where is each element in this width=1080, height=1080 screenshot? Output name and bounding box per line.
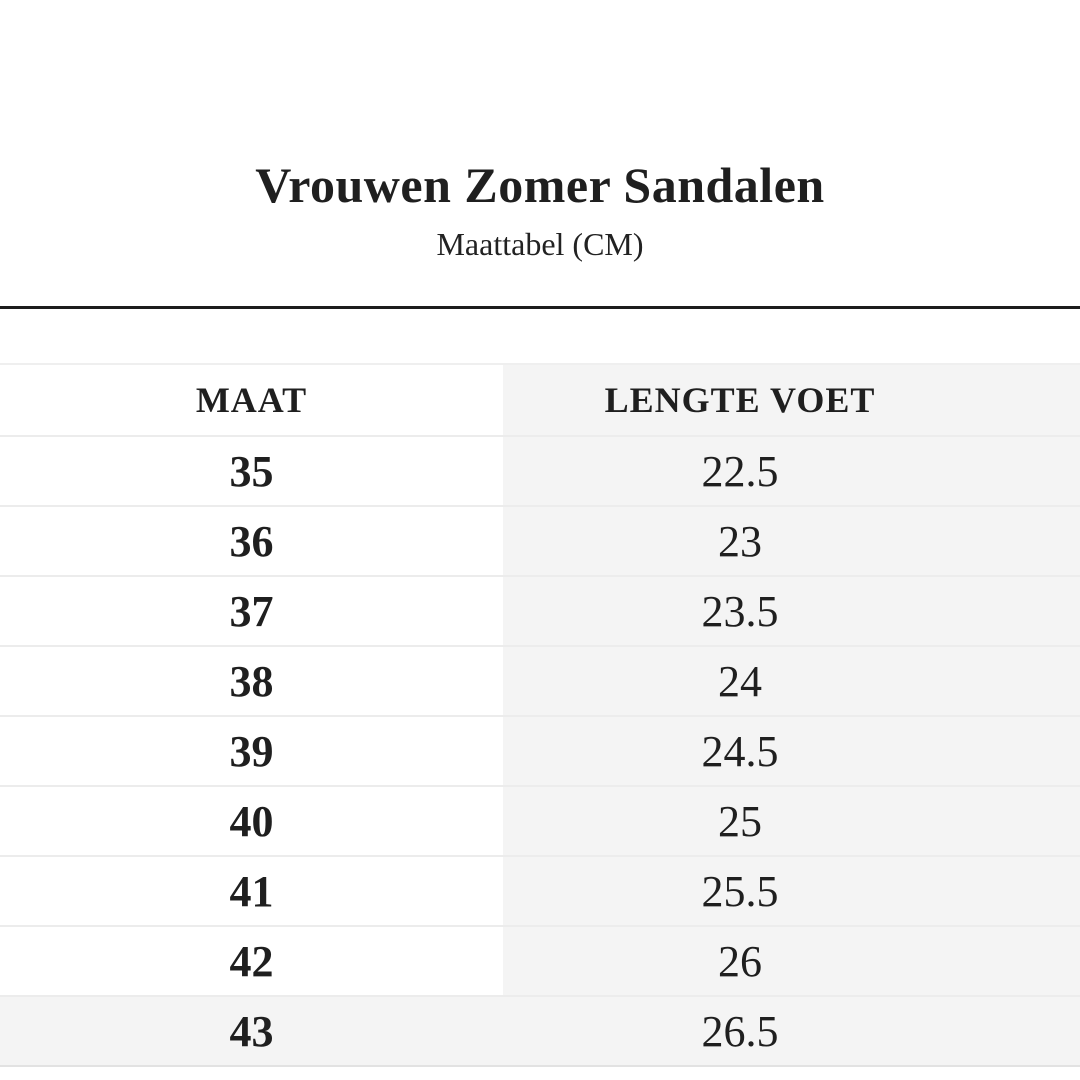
length-cell: 25 [503, 787, 1080, 855]
table-header-row [0, 365, 1080, 435]
table-row [0, 785, 1080, 855]
table-row [0, 715, 1080, 785]
length-cell: 24.5 [503, 717, 1080, 785]
length-cell: 24 [503, 647, 1080, 715]
page-subtitle: Maattabel (CM) [436, 226, 644, 262]
table-row [0, 995, 1080, 1065]
length-cell: 26 [503, 927, 1080, 995]
size-table [0, 363, 1080, 1067]
size-cell: 40 [0, 787, 503, 855]
header-block [0, 0, 1080, 262]
table-row [0, 925, 1080, 995]
length-cell: 26.5 [503, 997, 1080, 1065]
size-cell: 36 [0, 507, 503, 575]
column-header-lengte-voet: LENGTE VOET [503, 365, 1080, 435]
size-cell: 43 [0, 997, 503, 1065]
table-row [0, 505, 1080, 575]
length-cell: 23.5 [503, 577, 1080, 645]
size-cell: 41 [0, 857, 503, 925]
table-row [0, 575, 1080, 645]
length-cell: 23 [503, 507, 1080, 575]
size-cell: 38 [0, 647, 503, 715]
horizontal-divider [0, 306, 1080, 309]
size-cell: 39 [0, 717, 503, 785]
size-cell: 35 [0, 437, 503, 505]
table-row [0, 435, 1080, 505]
table-row [0, 855, 1080, 925]
size-cell: 37 [0, 577, 503, 645]
size-cell: 42 [0, 927, 503, 995]
column-header-maat: MAAT [0, 365, 503, 435]
length-cell: 25.5 [503, 857, 1080, 925]
page-title: Vrouwen Zomer Sandalen [255, 157, 825, 213]
table-row [0, 645, 1080, 715]
length-cell: 22.5 [503, 437, 1080, 505]
